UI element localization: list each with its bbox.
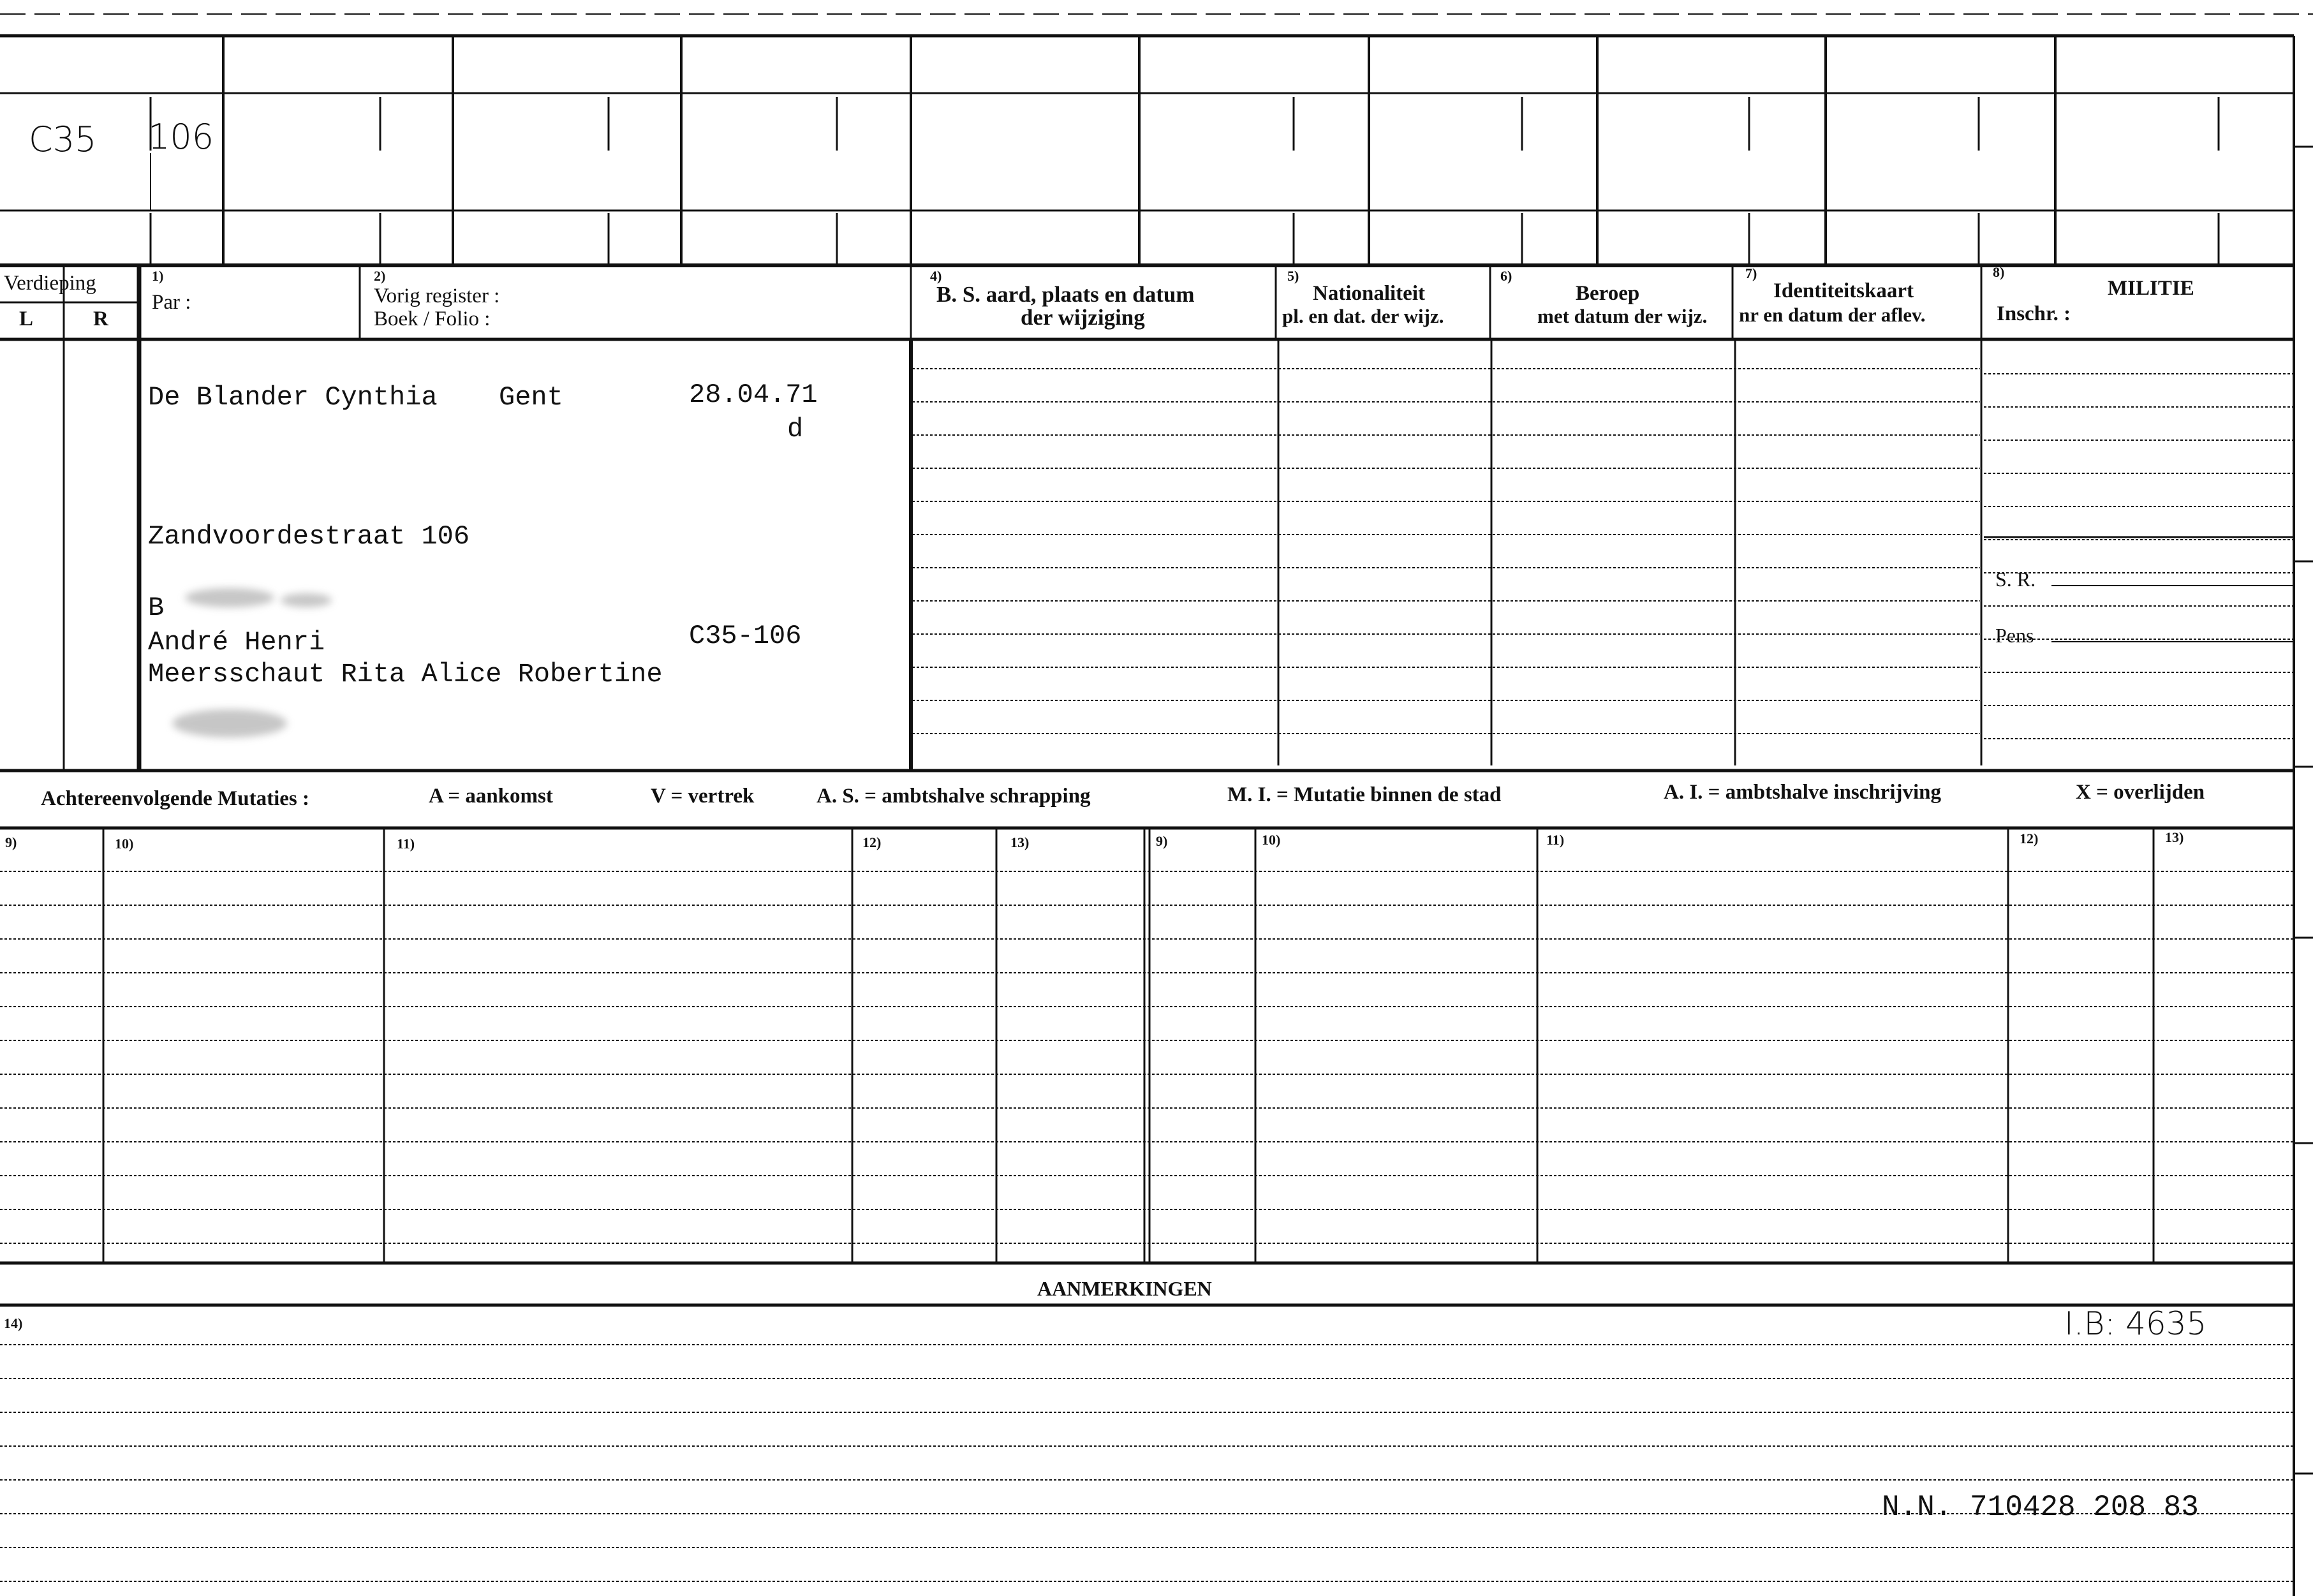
- col8-number: 8): [1993, 264, 2005, 280]
- mutaties-label: Achtereenvolgende Mutaties :: [41, 787, 309, 810]
- militie-header: MILITIE: [2108, 277, 2194, 300]
- legend-aankomst: A = aankomst: [429, 785, 553, 808]
- sr-label: S. R.: [1995, 568, 2036, 591]
- mut-col11-number: 11): [397, 836, 415, 852]
- birthplace: Gent: [499, 382, 563, 413]
- ib-number: I.B: 4635: [2064, 1305, 2207, 1342]
- mother-name: Meersschaut Rita Alice Robertine: [148, 659, 663, 690]
- mut-col9-number: 9): [5, 834, 17, 850]
- par-label: Par :: [152, 291, 191, 314]
- reference-code: C35-106: [689, 621, 802, 651]
- beroep-header-line1: Beroep: [1576, 282, 1640, 305]
- card-code-right: 106: [148, 117, 214, 157]
- mut-col10b-number: 10): [1262, 832, 1281, 848]
- vorig-register-label: Vorig register :: [374, 284, 500, 307]
- mut-col13b-number: 13): [2165, 829, 2184, 845]
- beroep-header-line2: met datum der wijz.: [1537, 305, 1708, 327]
- col7-number: 7): [1745, 265, 1757, 281]
- identiteitskaart-header-line2: nr en datum der aflev.: [1739, 304, 1926, 326]
- mut-col11b-number: 11): [1546, 832, 1565, 848]
- birthdate: 28.04.71: [689, 380, 818, 410]
- r-header: R: [93, 307, 108, 330]
- col2-number: 2): [374, 268, 386, 284]
- identiteitskaart-header-line1: Identiteitskaart: [1773, 279, 1914, 302]
- legend-ambtshalve-inschrijving: A. I. = ambtshalve inschrijving: [1664, 781, 1942, 804]
- col1-number: 1): [152, 268, 164, 284]
- col6-number: 6): [1500, 268, 1512, 284]
- father-name: André Henri: [148, 627, 325, 658]
- pens-label: Pens: [1995, 624, 2034, 647]
- col5-number: 5): [1287, 268, 1299, 284]
- b-label: B: [148, 593, 165, 623]
- redaction-smudge: [185, 588, 274, 607]
- person-name: De Blander Cynthia: [148, 382, 438, 413]
- address: Zandvoordestraat 106: [148, 521, 470, 552]
- boek-folio-label: Boek / Folio :: [374, 307, 491, 330]
- l-header: L: [19, 307, 34, 330]
- verdieping-header: Verdieping: [4, 272, 96, 295]
- sex-marker: d: [787, 414, 804, 445]
- remarks-number: 14): [4, 1315, 23, 1331]
- col4-number: 4): [930, 268, 942, 284]
- aanmerkingen-title: AANMERKINGEN: [1037, 1277, 1212, 1300]
- legend-ambtshalve-schrapping: A. S. = ambtshalve schrapping: [817, 785, 1091, 808]
- legend-vertrek: V = vertrek: [651, 785, 755, 808]
- bs-header-line2: der wijziging: [1021, 305, 1145, 330]
- mut-col12b-number: 12): [2020, 831, 2039, 846]
- redaction-smudge: [281, 593, 332, 607]
- bs-header-line1: B. S. aard, plaats en datum: [936, 282, 1195, 307]
- nationaliteit-header-line2: pl. en dat. der wijz.: [1282, 305, 1444, 327]
- card-code-left: C35: [29, 119, 97, 159]
- mut-col13-number: 13): [1010, 834, 1030, 850]
- mut-col9b-number: 9): [1156, 833, 1168, 849]
- legend-overlijden: X = overlijden: [2076, 781, 2205, 804]
- legend-mutatie-binnen-stad: M. I. = Mutatie binnen de stad: [1227, 783, 1502, 806]
- inschr-label: Inschr. :: [1997, 302, 2071, 325]
- mut-col10-number: 10): [115, 836, 134, 852]
- national-number: N.N. 710428 208 83: [1882, 1491, 2199, 1524]
- mut-col12-number: 12): [862, 834, 882, 850]
- nationaliteit-header-line1: Nationaliteit: [1313, 282, 1425, 305]
- redaction-smudge: [172, 709, 287, 737]
